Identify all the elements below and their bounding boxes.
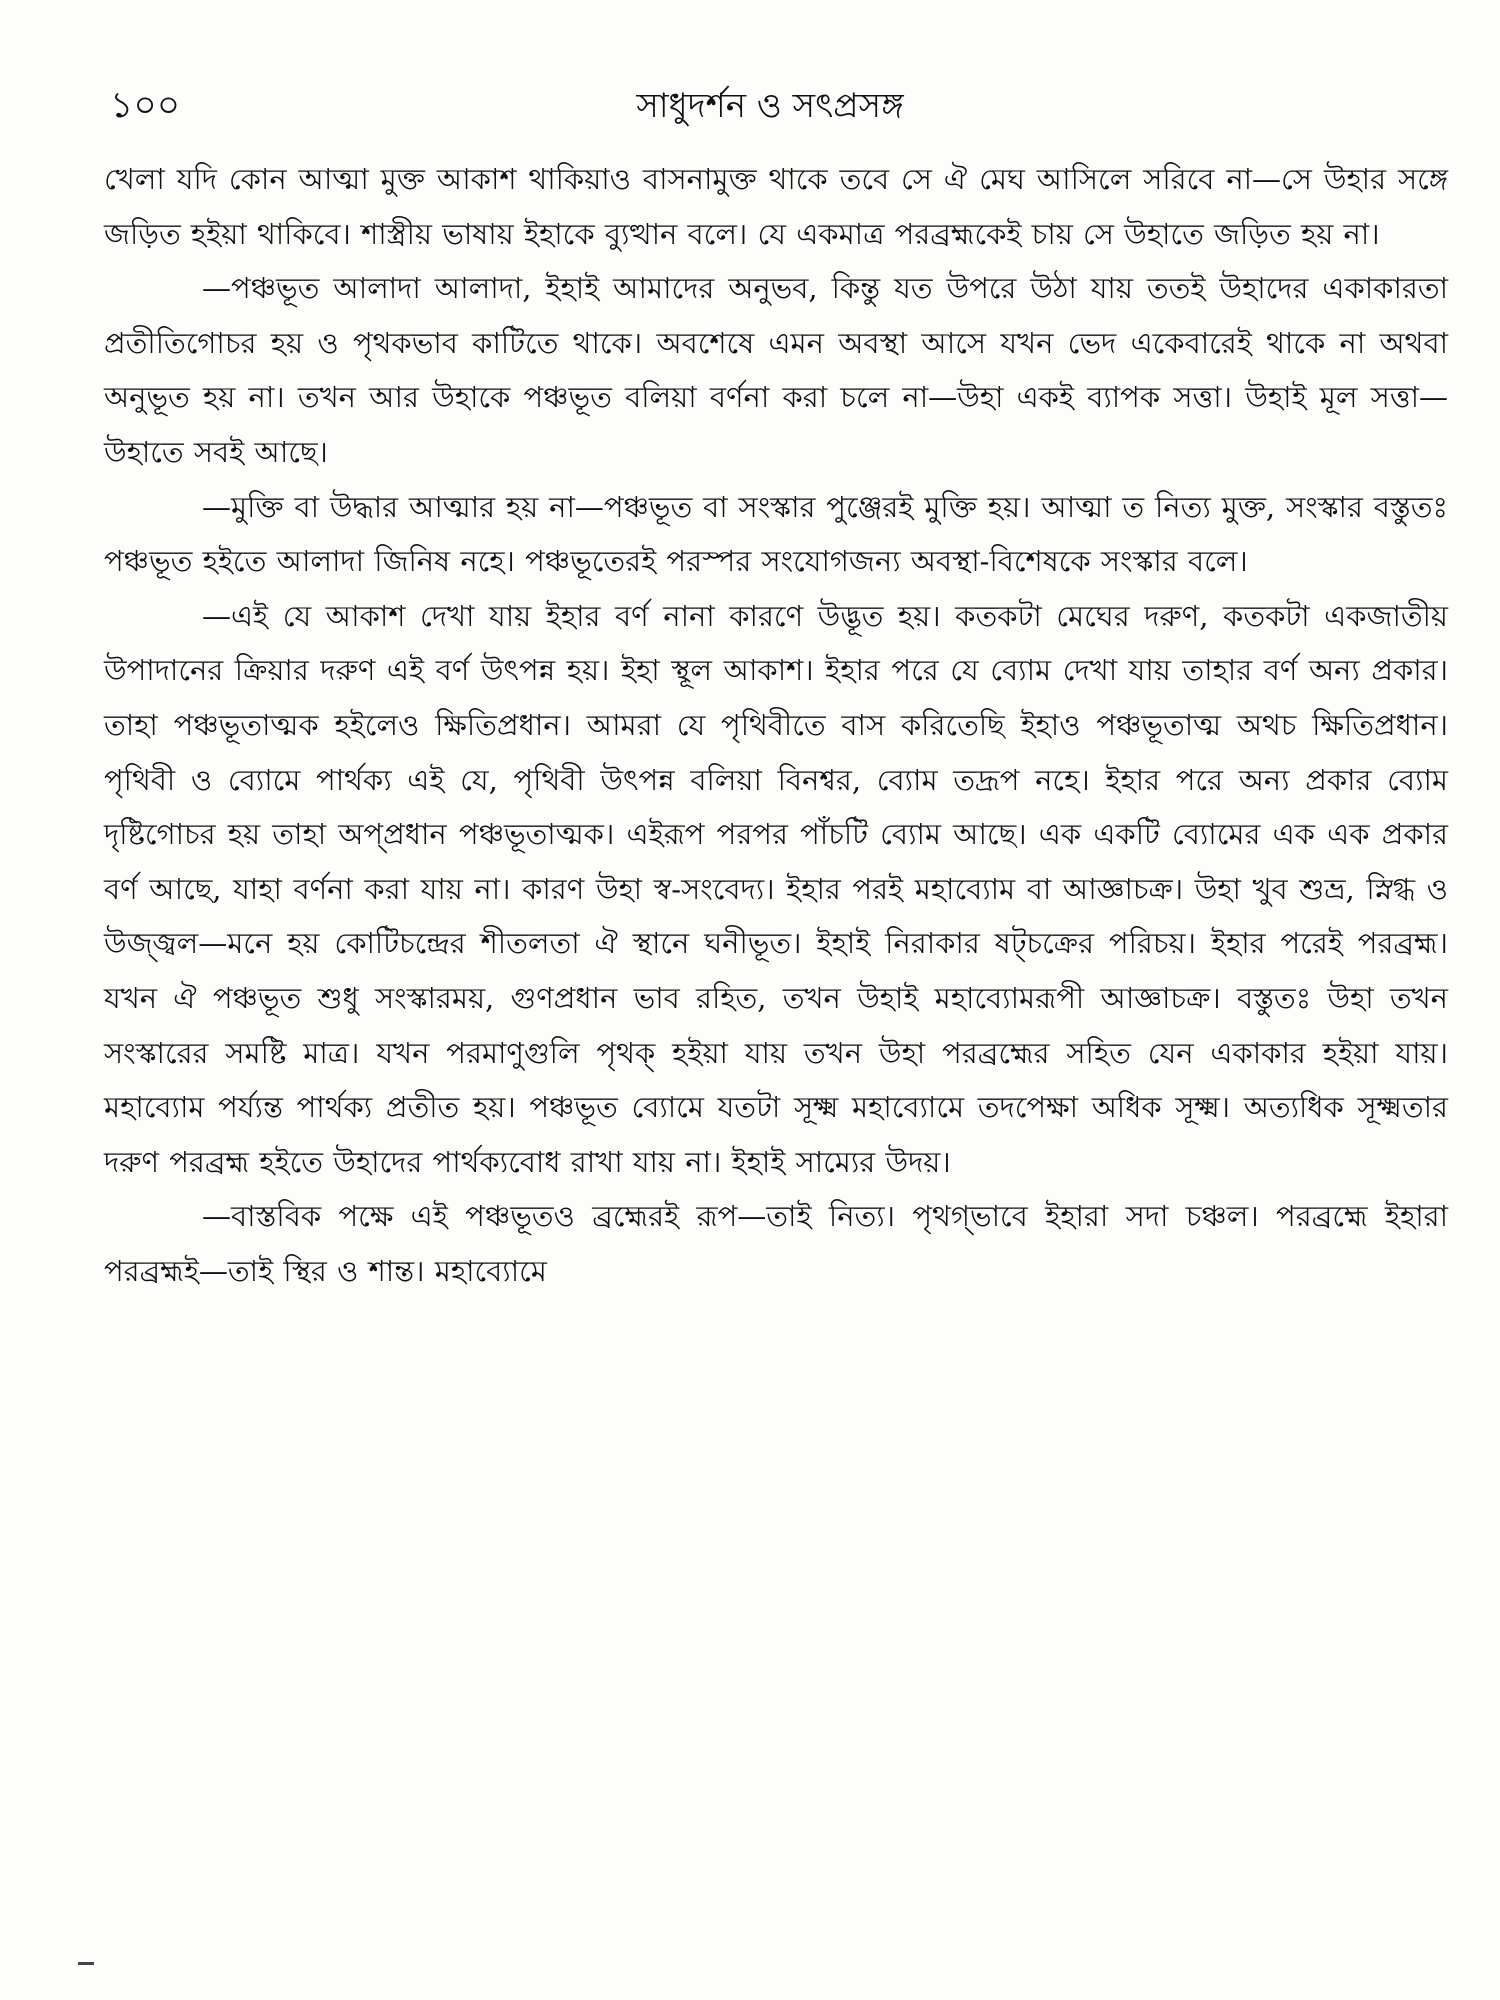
print-mark — [78, 1962, 94, 1965]
running-header — [110, 78, 1430, 134]
paragraph-5: —বাস্তবিক পক্ষে এই পঞ্চভূতও ব্রহ্মেরই রূপ—তাই নিত্য। পৃথগ্‌ভাবে ইহারা সদা চঞ্চল। পরব্রহ্মে ইহারা পরব্রহ্মই—তাই স্থির ও শান্ত। মহাব্যোমে — [104, 1199, 1448, 1288]
paragraph-3: —মুক্তি বা উদ্ধার আত্মার হয় না—পঞ্চভূত বা সংস্কার পুঞ্জেরই মুক্তি হয়। আত্মা ত নিত্য মুক্ত, সংস্কার বস্তুতঃ পঞ্চভূত হইতে আলাদা জিনিষ নহে। পঞ্চভূতেরই পরস্পর সংযোগজন্য অবস্থা-বিশেষকে সংস্কার বলে। — [104, 489, 1448, 579]
paragraph-4: —এই যে আকাশ দেখা যায় ইহার বর্ণ নানা কারণে উদ্ভূত হয়। কতকটা মেঘের দরুণ, কতকটা একজাতীয় উপাদানের ক্রিয়ার দরুণ এই বর্ণ উৎপন্ন হয়। ইহা স্থূল আকাশ। ইহার পরে যে ব্যোম দেখা যায় তাহার বর্ণ অন্য প্রকার। তাহা পঞ্চভূতাত্মক হইলেও ক্ষিতিপ্রধান। আমরা যে পৃথিবীতে বাস করিতেছি ইহাও পঞ্চভূতাত্ম অথচ ক্ষিতিপ্রধান। পৃথিবী ও ব্যোমে পার্থক্য এই যে, পৃথিবী উৎপন্ন বলিয়া বিনশ্বর, ব্যোম তদ্রূপ নহে। ইহার পরে অন্য প্রকার ব্যোম দৃষ্টিগোচর হয় তাহা অপ্‌প্রধান পঞ্চভূতাত্মক। এইরূপ পরপর পাঁচটি ব্যোম আছে। এক একটি ব্যোমের এক এক প্রকার বর্ণ আছে, যাহা বর্ণনা করা যায় না। কারণ উহা স্ব-সংবেদ্য। ইহার পরই মহাব্যোম বা আজ্ঞাচক্র। উহা খুব শুভ্র, স্নিগ্ধ ও উজ্জ্বল—মনে হয় কোটিচন্দ্রের শীতলতা ঐ স্থানে ঘনীভূত। ইহাই নিরাকার ষট্‌চক্রের পরিচয়। ইহার পরেই পরব্রহ্ম। যখন ঐ পঞ্চভূত শুধু সংস্কারময়, গুণপ্রধান ভাব রহিত, তখন উহাই মহাব্যোমরূপী আজ্ঞাচক্র। বস্তুতঃ উহা তখন সংস্কারের সমষ্টি মাত্র। যখন পরমাণুগুলি পৃথক্ হইয়া যায় তখন উহা পরব্রহ্মের সহিত যেন একাকার হইয়া যায়। মহাব্যোম পর্য্যন্ত পার্থক্য প্রতীত হয়। পঞ্চভূত ব্যোমে যতটা সূক্ষ্ম মহাব্যোমে তদপেক্ষা অধিক সূক্ষ্ম। অত্যধিক সূক্ষ্মতার দরুণ পরব্রহ্ম হইতে উহাদের পার্থক্যবোধ রাখা যায় না। ইহাই সাম্যের উদয়। — [104, 598, 1448, 1179]
paragraph-1: খেলা যদি কোন আত্মা মুক্ত আকাশ থাকিয়াও বাসনামুক্ত থাকে তবে সে ঐ মেঘ আসিলে সরিবে না—সে উহার সঙ্গে জড়িত হইয়া থাকিবে। শাস্ত্রীয় ভাষায় ইহাকে ব্যুত্থান বলে। যে একমাত্র পরব্রহ্মকেই চায় সে উহাতে জড়িত হয় না। — [104, 162, 1448, 251]
running-title: সাধুদর্শন ও সৎপ্রসঙ্গ — [636, 86, 904, 126]
paragraph-2: —পঞ্চভূত আলাদা আলাদা, ইহাই আমাদের অনুভব, কিন্তু যত উপরে উঠা যায় ততই উহাদের একাকারতা প্রতীতিগোচর হয় ও পৃথকভাব কাটিতে থাকে। অবশেষে এমন অবস্থা আসে যখন ভেদ একেবারেই থাকে না অথবা অনুভূত হয় না। তখন আর উহাকে পঞ্চভূত বলিয়া বর্ণনা করা চলে না—উহা একই ব্যাপক সত্তা। উহাই মূল সত্তা—উহাতে সবই আছে। — [104, 271, 1448, 469]
body-text — [104, 152, 1448, 1298]
page-number: ১০০ — [110, 85, 181, 126]
